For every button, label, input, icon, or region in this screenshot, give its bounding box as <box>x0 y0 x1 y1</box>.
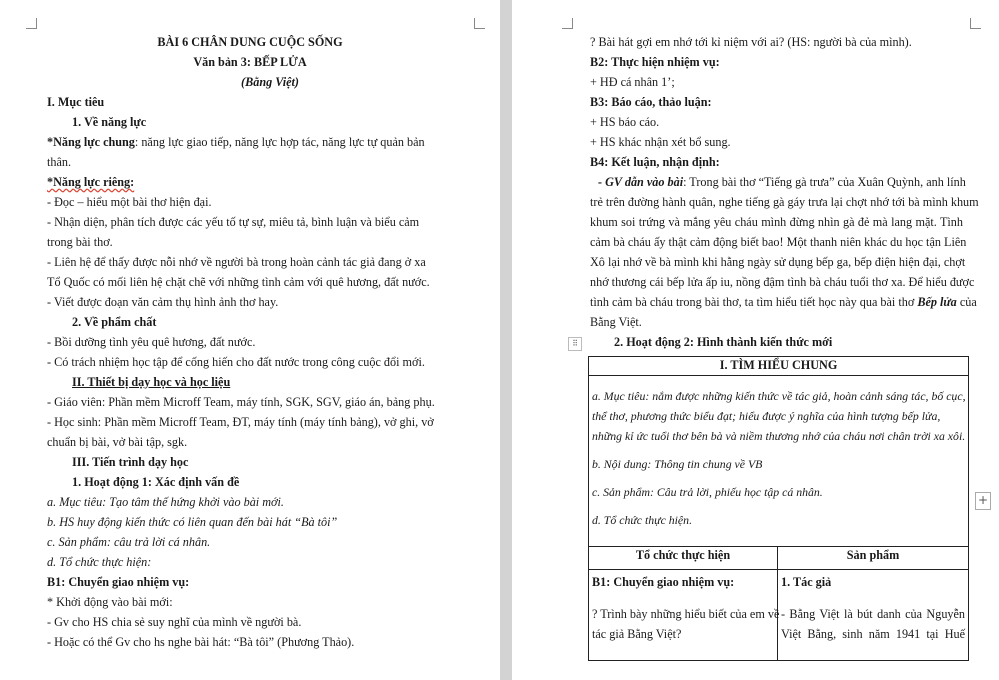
table-cell-task <box>589 570 778 661</box>
table-row <box>589 376 969 547</box>
paragraph-line: nhớ thương cái bếp lửa ấp iu, nồng đậm tình bà cháu tuổi thơ xa. Để hiểu được <box>590 275 975 289</box>
doc-subtitle: Văn bản 3: BẾP LỬA <box>193 55 307 69</box>
paragraph-line: - Viết được đoạn văn cảm thụ hình ảnh thơ hay. <box>47 295 279 309</box>
paragraph-line: - Có trách nhiệm học tập để cống hiến cho đất nước trong công cuộc đổi mới. <box>47 355 425 369</box>
paragraph-line: - Học sinh: Phần mềm Microff Team, ĐT, máy tính (máy tính bảng), vở ghi, vở <box>47 415 434 429</box>
table-row <box>589 570 969 661</box>
paragraph-line: b. HS huy động kiến thức có liên quan đến bài hát “Bà tôi” <box>47 515 338 529</box>
column-header-product: Sản phẩm <box>778 547 969 570</box>
paragraph-line: - Hoặc có thể Gv cho hs nghe bài hát: “Bà tôi” (Phương Thảo). <box>47 635 355 649</box>
page-corner-mark <box>970 18 981 29</box>
paragraph-line: Xô lại nhớ về bà mình khi hằng ngày sử dụng bếp ga, bếp điện hiện đại, chợt <box>590 255 966 269</box>
goal-line: a. Mục tiêu: nắm được những kiến thức về tác giả, hoàn cảnh sáng tác, bố cục, <box>592 389 966 403</box>
paragraph-line: chuẩn bị bài, vở bài tập, sgk. <box>47 435 188 449</box>
page-corner-mark <box>26 18 37 29</box>
heading-competence: 1. Về năng lực <box>72 115 147 129</box>
product-line: c. Sản phẩm: Câu trả lời, phiếu học tập cá nhân. <box>592 485 823 499</box>
heading-step-2: B2: Thực hiện nhiệm vụ: <box>590 55 720 69</box>
author-info: Việt Bằng, sinh năm 1941 tại Huế <box>781 627 966 641</box>
paragraph-line: *Năng lực chung: năng lực giao tiếp, năng lực hợp tác, năng lực tự quản bản <box>47 135 425 149</box>
heading-step-1: B1: Chuyển giao nhiệm vụ: <box>47 575 190 589</box>
paragraph-line: - Gv cho HS chia sẻ suy nghĩ của mình về người bà. <box>47 615 302 629</box>
paragraph-line: - Liên hệ để thấy được nỗi nhớ về người bà trong hoàn cảnh tác giả đang ở xa <box>47 255 426 269</box>
content-line: b. Nội dung: Thông tin chung về VB <box>592 457 763 471</box>
table-header: I. TÌM HIỂU CHUNG <box>589 357 969 376</box>
heading-activity-1: 1. Hoạt động 1: Xác định vấn đề <box>72 475 240 489</box>
paragraph-line: cảm bà cháu ấy thật cảm động biết bao! Một thanh niên khác du học tận Liên <box>590 235 967 249</box>
heading-specific-competence: *Năng lực riêng: <box>47 175 135 189</box>
page-corner-mark <box>562 18 573 29</box>
heading-process: III. Tiến trình dạy học <box>72 455 189 469</box>
paragraph-line: c. Sản phẩm: câu trả lời cá nhân. <box>47 535 211 549</box>
paragraph-line: + HS báo cáo. <box>590 115 660 129</box>
table-move-handle-icon[interactable]: ⠿ <box>568 337 582 351</box>
paragraph-line: + HS khác nhận xét bổ sung. <box>590 135 731 149</box>
paragraph-line: khum soi trứng và mắng yêu cháu mình đừng nhìn gà đẻ mà lang mặt. Tình <box>590 215 963 229</box>
paragraph-line: ? Bài hát gợi em nhớ tới kỉ niệm với ai? (HS: người bà của mình). <box>590 35 912 49</box>
heading-objectives: I. Mục tiêu <box>47 95 105 109</box>
goal-line: những kỉ ức tuổi thơ bên bà và niềm thương nhớ của cháu nơi chân trời xa xôi. <box>592 429 966 443</box>
paragraph-line: trẻ trên đường hành quân, nghe tiếng gà gáy trưa lại chợt nhớ tới bà mình khum <box>590 195 979 209</box>
table-row <box>589 547 969 570</box>
heading-step-4: B4: Kết luận, nhận định: <box>590 155 720 169</box>
column-header-organization: Tổ chức thực hiện <box>589 547 778 570</box>
table-cell-product <box>778 570 969 661</box>
paragraph-line: * Khởi động vào bài mới: <box>47 595 173 609</box>
heading-step-3: B3: Báo cáo, thảo luận: <box>590 95 712 109</box>
paragraph-line: - Nhận diện, phân tích được các yếu tố tự sự, miêu tả, bình luận và biểu cảm <box>47 215 420 229</box>
paragraph-line: tình cảm bà cháu trong bài thơ, ta tìm hiểu tiết học này qua bài thơ Bếp lửa của <box>590 295 977 309</box>
doc-author: (Bằng Việt) <box>241 75 299 89</box>
page-gap <box>500 0 512 680</box>
paragraph-line: Tổ Quốc có mối liên hệ chặt chẽ với những tình cảm với quê hương, đất nước. <box>47 275 430 289</box>
paragraph-line: d. Tổ chức thực hiện: <box>47 555 152 569</box>
table-row <box>589 357 969 376</box>
paragraph-line: a. Mục tiêu: Tạo tâm thế hứng khởi vào bài mới. <box>47 495 284 509</box>
organization-line: d. Tổ chức thực hiện. <box>592 513 693 527</box>
author-info: - Bằng Việt là bút danh của Nguyễn <box>781 607 966 621</box>
paragraph-line: + HĐ cá nhân 1’; <box>590 75 675 89</box>
page-right <box>512 0 999 680</box>
paragraph-line: trong bài thơ. <box>47 235 113 249</box>
paragraph-line: - Đọc – hiểu một bài thơ hiện đại. <box>47 195 212 209</box>
paragraph-line: - Bồi dưỡng tình yêu quê hương, đất nước. <box>47 335 256 349</box>
task-heading: B1: Chuyển giao nhiệm vụ: <box>592 575 735 589</box>
heading-qualities: 2. Về phẩm chất <box>72 315 157 329</box>
paragraph-line: Bằng Việt. <box>590 315 642 329</box>
heading-activity-2: 2. Hoạt động 2: Hình thành kiến thức mới <box>614 335 833 349</box>
paragraph-line: - GV dẫn vào bài: Trong bài thơ “Tiếng gà trưa” của Xuân Quỳnh, anh lính <box>598 175 966 189</box>
table-goals-cell <box>589 376 969 547</box>
goal-line: thể thơ, phương thức biểu đạt; hiểu được ý nghĩa của hình tượng bếp lửa, <box>592 409 941 423</box>
page-corner-mark <box>474 18 485 29</box>
task-question: tác giả Bằng Việt? <box>592 627 682 641</box>
author-heading: 1. Tác giả <box>781 575 832 589</box>
paragraph-line: thân. <box>47 155 72 169</box>
add-icon[interactable]: + <box>975 492 991 510</box>
lesson-table <box>588 356 969 661</box>
heading-equipment: II. Thiết bị dạy học và học liệu <box>72 375 231 389</box>
task-question: ? Trình bày những hiểu biết của em về <box>592 607 780 621</box>
paragraph-line: - Giáo viên: Phần mềm Microff Team, máy tính, SGK, SGV, giáo án, bảng phụ. <box>47 395 435 409</box>
doc-title: BÀI 6 CHÂN DUNG CUỘC SỐNG <box>157 35 343 49</box>
